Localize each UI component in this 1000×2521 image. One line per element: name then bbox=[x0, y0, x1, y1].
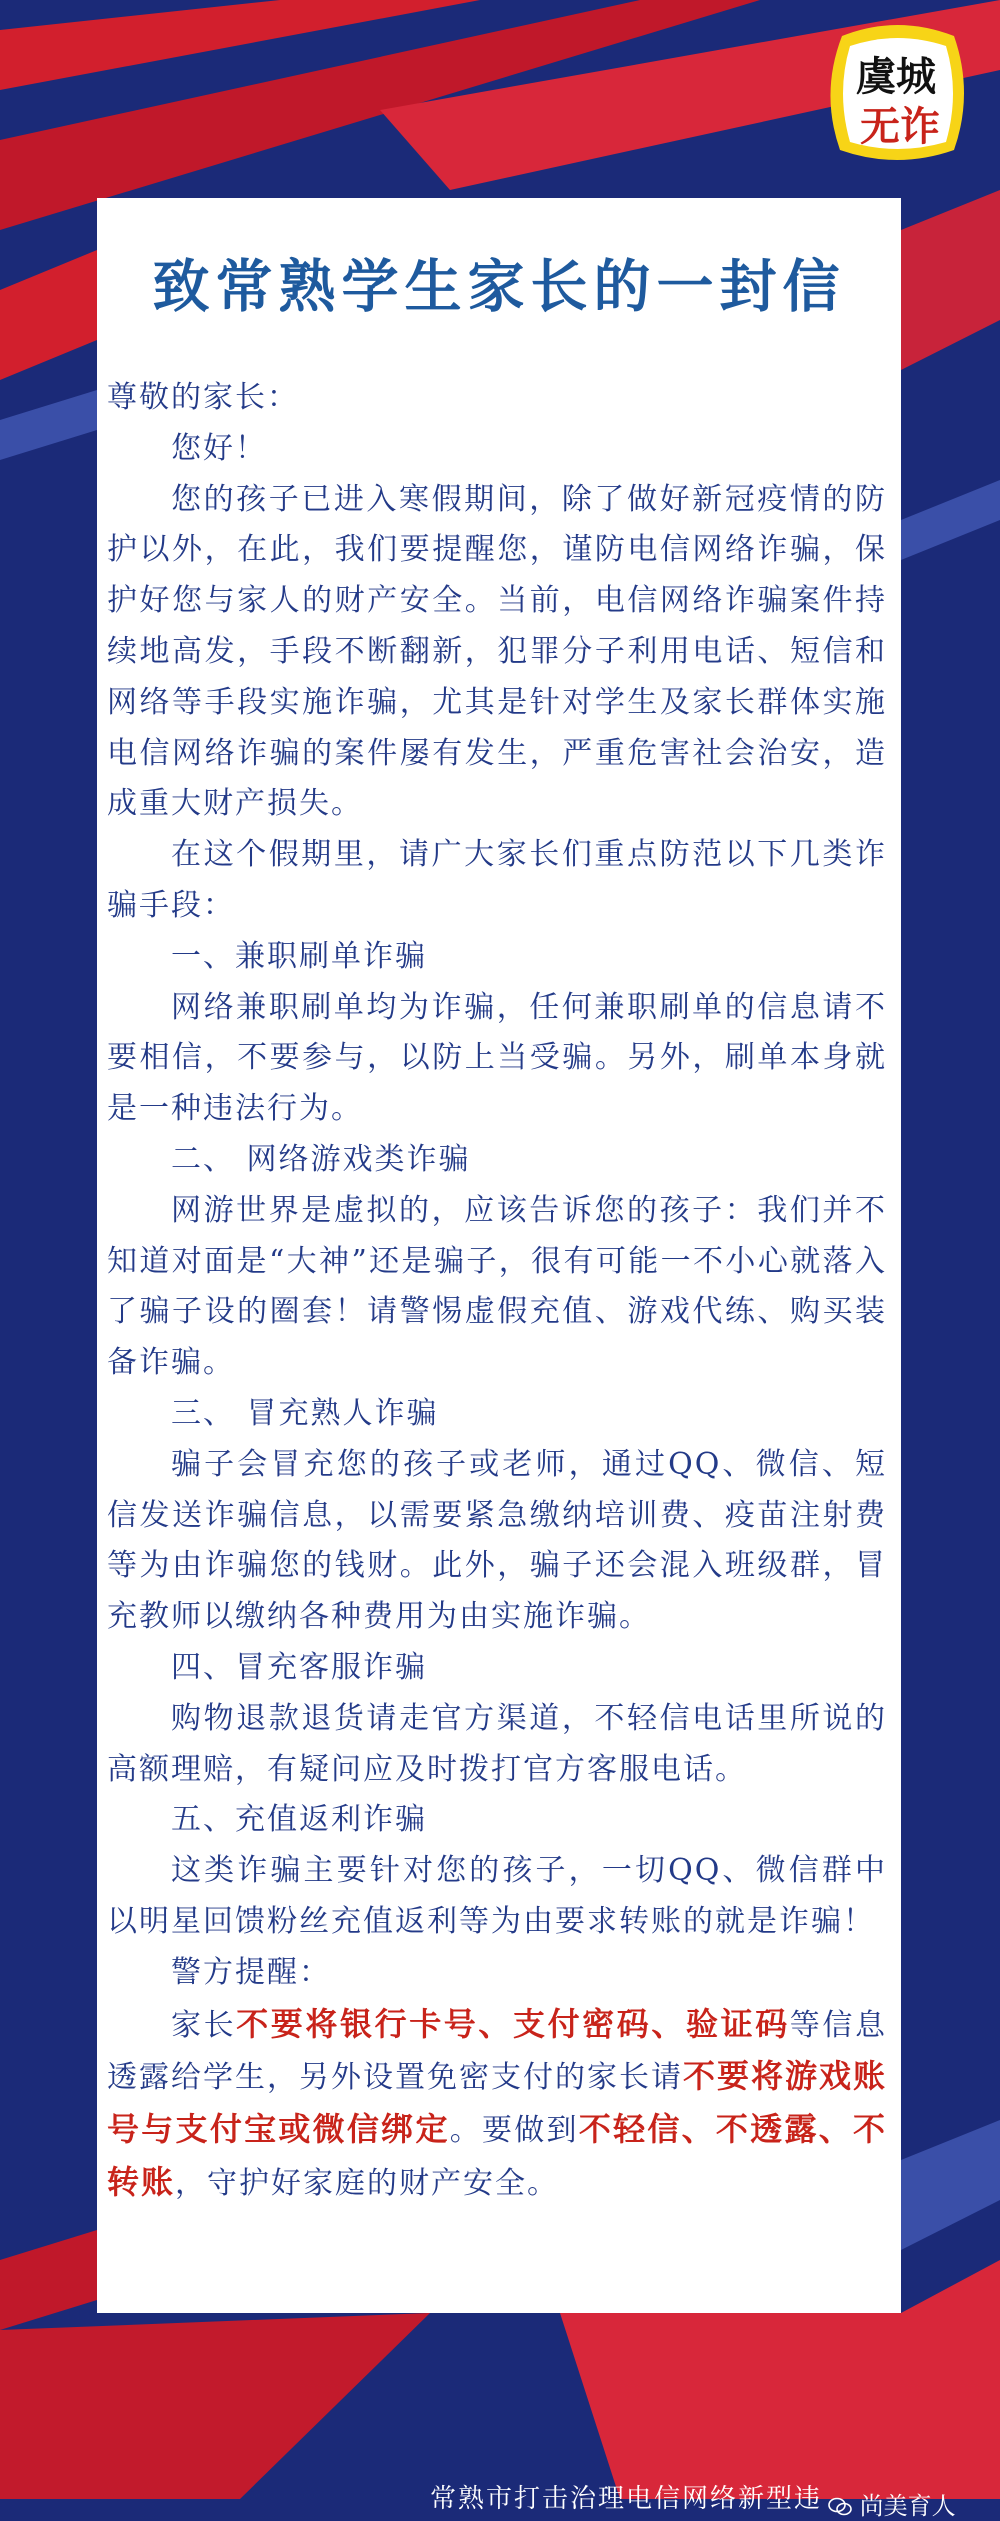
section-heading-5: 五、充值返利诈骗 bbox=[171, 1802, 427, 1838]
section-text-1: 网络兼职刷单均为诈骗，任何兼职刷单的信息请不要相信，不要参与，以防上当受骗。另外，刷单本身就是一种违法行为。 bbox=[107, 989, 887, 1127]
logo-text-line1: 虞城 bbox=[856, 53, 936, 100]
guard-paragraph: 在这个假期里，请广大家长们重点防范以下几类诈骗手段： bbox=[107, 837, 887, 923]
section-heading-2: 二、 网络游戏类诈骗 bbox=[171, 1141, 471, 1177]
section-text-4: 购物退款退货请走官方渠道，不轻信电话里所说的高额理赔，有疑问应及时拨打官方客服电话。 bbox=[107, 1700, 887, 1787]
intro-paragraph: 您的孩子已进入寒假期间，除了做好新冠疫情的防护以外，在此，我们要提醒您，谨防电信网络诈骗，保护好您与家人的财产安全。当前，电信网络诈骗案件持续地高发，手段不断翻新，犯罪分子利用电话、短信和网络等手段实施诈骗，尤其是针对学生及家长群体实施电信网络诈骗的案件屡有发生，严重危害社会治安，造成重大财产损失。 bbox=[107, 481, 887, 822]
reminder-text-4: ，守护好家庭的财产安全。 bbox=[175, 2165, 560, 2201]
reminder-text-1: 家长 bbox=[171, 2007, 237, 2043]
reminder-highlight-1: 不要将银行卡号、支付密码、验证码 bbox=[236, 2004, 790, 2043]
greeting: 您好！ bbox=[171, 430, 267, 466]
reminder-text-3: 。要做到 bbox=[449, 2113, 579, 2149]
wechat-icon bbox=[828, 2497, 852, 2517]
section-text-2: 网游世界是虚拟的，应该告诉您的孩子：我们并不知道对面是“大神”还是骗子，很有可能一不小心就落入了骗子设的圈套！请警惕虚假充值、游戏代练、购买装备诈骗。 bbox=[107, 1192, 887, 1381]
reminder-highlight-3: 不轻信、不透露、不转账 bbox=[107, 2110, 887, 2201]
letter-card bbox=[97, 198, 901, 2313]
footer-caption: 常熟市打击治理电信网络新型违 bbox=[430, 2484, 823, 2514]
section-heading-3: 三、 冒充熟人诈骗 bbox=[171, 1395, 439, 1431]
section-text-3: 骗子会冒充您的孩子或老师，通过QQ、微信、短信发送诈骗信息，以需要紧急缴纳培训费、疫苗注射费等为由诈骗您的钱财。此外，骗子还会混入班级群，冒充教师以缴纳各种费用为由实施诈骗。 bbox=[107, 1446, 887, 1635]
yucheng-anti-fraud-logo bbox=[822, 18, 972, 168]
section-heading-4: 四、冒充客服诈骗 bbox=[171, 1649, 427, 1685]
wechat-watermark bbox=[828, 2486, 956, 2521]
letter-title: 致常熟学生家长的一封信 bbox=[152, 253, 846, 320]
reminder-text-2: 等信息透露给学生，另外设置免密支付的家长请 bbox=[107, 2007, 887, 2096]
section-heading-1: 一、兼职刷单诈骗 bbox=[171, 938, 427, 974]
police-reminder-heading: 警方提醒： bbox=[171, 1954, 331, 1990]
watermark-text: 尚美育人 bbox=[859, 2492, 956, 2520]
reminder-highlight-2: 不要将游戏账号与支付宝或微信绑定 bbox=[107, 2057, 888, 2149]
logo-text-line2: 无诈 bbox=[860, 103, 940, 150]
letter-body bbox=[107, 373, 887, 2210]
salutation: 尊敬的家长： bbox=[107, 380, 299, 415]
section-text-5: 这类诈骗主要针对您的孩子，一切QQ、微信群中以明星回馈粉丝充值返利等为由要求转账的就是诈骗！ bbox=[107, 1853, 887, 1939]
police-reminder-text bbox=[107, 1999, 887, 2210]
